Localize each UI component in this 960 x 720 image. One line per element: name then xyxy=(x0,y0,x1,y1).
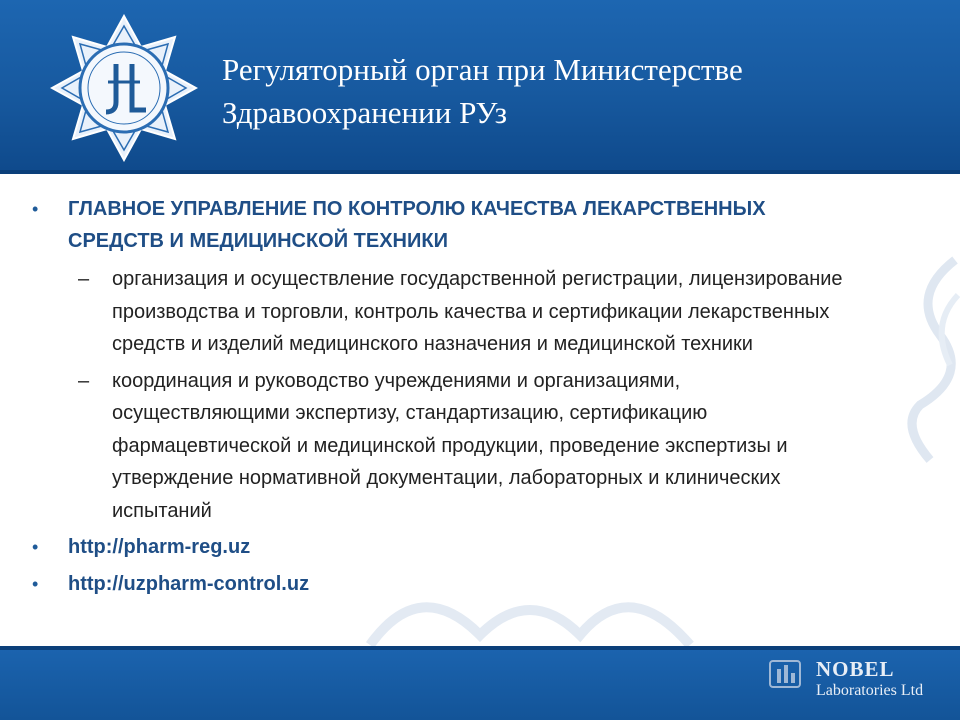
dash-icon: – xyxy=(78,268,90,290)
ornament-watermark-icon xyxy=(900,255,960,465)
list-item-heading xyxy=(30,193,860,257)
list-item-link xyxy=(30,531,860,564)
sub-item-text: координация и руководство учреждениями и организациями, осуществляющими экспертизу, стандартизацию, сертификацию фармацевтической и медицинской продукции, проведение экспертизы и утверждение нормативной документации, лабораторных и клинических испытаний xyxy=(112,369,788,522)
brand-name: NOBEL xyxy=(816,657,895,681)
section-heading: ГЛАВНОЕ УПРАВЛЕНИЕ ПО КОНТРОЛЮ КАЧЕСТВА ЛЕКАРСТВЕННЫХ СРЕДСТВ И МЕДИЦИНСКОЙ ТЕХНИКИ xyxy=(68,198,766,252)
list-item-link xyxy=(30,568,860,601)
brand-subtitle: Laboratories Ltd xyxy=(816,682,924,699)
sub-list-item xyxy=(30,263,860,361)
bullet-icon: • xyxy=(32,574,39,594)
header-divider xyxy=(0,170,960,174)
uzpharm-control-link[interactable]: http://uzpharm-control.uz xyxy=(68,573,310,595)
brand-logo xyxy=(816,657,923,701)
sub-list-item xyxy=(30,365,860,528)
title-line-1: Регуляторный орган при Министерстве xyxy=(222,52,743,87)
sub-item-text: организация и осуществление государственной регистрации, лицензирование производства и торговли, контроль качества и сертификации лекарственных средств и изделий медицинского назначения и медицинской техники xyxy=(112,268,843,355)
pharm-reg-link[interactable]: http://pharm-reg.uz xyxy=(68,536,251,558)
title-line-2: Здравоохранении РУз xyxy=(222,95,508,130)
uz-pharm-emblem-icon xyxy=(50,14,198,162)
page-title xyxy=(222,48,922,134)
dash-icon: – xyxy=(78,369,90,392)
main-content xyxy=(30,193,860,601)
bullet-icon: • xyxy=(32,199,39,219)
bullet-icon: • xyxy=(32,537,39,557)
